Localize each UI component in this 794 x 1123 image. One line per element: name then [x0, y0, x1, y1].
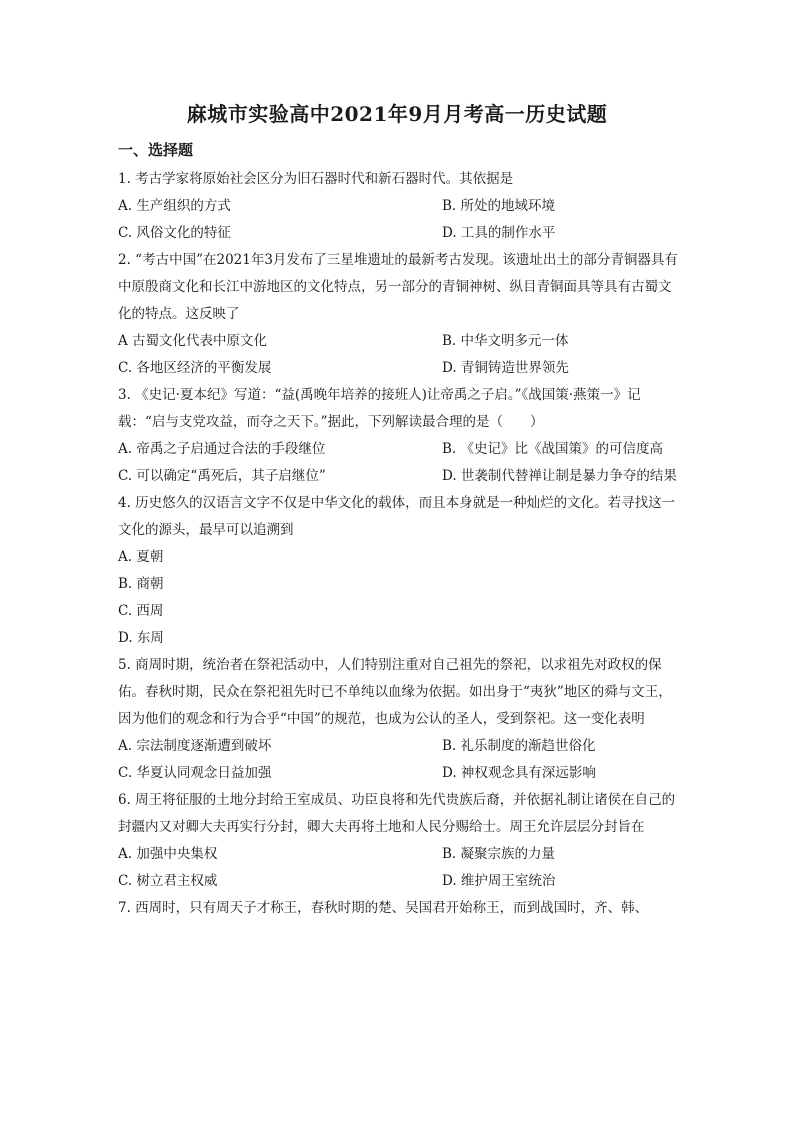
- section-heading: 一、选择题: [118, 141, 194, 159]
- option-a[interactable]: A. 生产组织的方式: [118, 198, 231, 214]
- question-stem: 3. 《史记·夏本纪》写道：“益(禹晚年培养的接班人)让帝禹之子启。”《战国策·燕策一》记载：“启与支党攻益，而夺之天下。”据此，下列解读最合理的是（ ）: [118, 387, 641, 430]
- option-d[interactable]: D. 东周: [118, 630, 164, 646]
- option-d[interactable]: D. 青铜铸造世界领先: [442, 360, 569, 376]
- options: [118, 436, 678, 490]
- option-c[interactable]: C. 树立君主权威: [118, 873, 218, 889]
- option-b[interactable]: B. 所处的地域环境: [442, 198, 556, 214]
- question-4: [118, 490, 678, 652]
- options: [118, 328, 678, 382]
- option-c[interactable]: C. 华夏认同观念日益加强: [118, 765, 272, 781]
- option-d[interactable]: D. 维护周王室统治: [442, 873, 556, 889]
- question-3: [118, 382, 678, 490]
- option-a[interactable]: A. 夏朝: [118, 549, 164, 565]
- option-a[interactable]: A. 宗法制度逐渐遭到破坏: [118, 738, 272, 754]
- exam-title: 麻城市实验高中2021年9月月考高一历史试题: [186, 102, 608, 126]
- options: [118, 841, 678, 895]
- question-stem: 6. 周王将征服的土地分封给王室成员、功臣良将和先代贵族后裔，并依据礼制让诸侯在自己的封疆内又对卿大夫再实行分封，卿大夫再将土地和人民分赐给士。周王允许层层分封旨在: [118, 792, 676, 835]
- option-b[interactable]: B. 商朝: [118, 576, 164, 592]
- option-a[interactable]: A 古蜀文化代表中原文化: [118, 333, 268, 349]
- question-7: [118, 895, 678, 922]
- option-d[interactable]: D. 世袭制代替禅让制是暴力争夺的结果: [442, 468, 677, 484]
- option-a[interactable]: A. 加强中央集权: [118, 846, 218, 862]
- options: [118, 544, 678, 652]
- option-b[interactable]: B. 《史记》比《战国策》的可信度高: [442, 441, 664, 457]
- question-stem: 5. 商周时期，统治者在祭祀活动中，人们特别注重对自己祖先的祭祀，以求祖先对政权的保佑。春秋时期，民众在祭祀祖先时已不单纯以血缘为依据。如出身于“夷狄”地区的舜与文王，因为他们的观念和行为合乎“中国”的规范，也成为公认的圣人，受到祭祀。这一变化表明: [118, 657, 672, 727]
- question-1: [118, 166, 678, 247]
- question-stem: 7. 西周时，只有周天子才称王，春秋时期的楚、吴国君开始称王，而到战国时，齐、韩、: [118, 900, 649, 916]
- question-list: [118, 166, 678, 922]
- question-stem: 2. “考古中国”在2021年3月发布了三星堆遗址的最新考古发现。该遗址出土的部分青铜器具有中原殷商文化和长江中游地区的文化特点，另一部分的青铜神树、纵目青铜面具等具有古蜀文化的特点。这反映了: [118, 252, 678, 322]
- option-c[interactable]: C. 各地区经济的平衡发展: [118, 360, 272, 376]
- question-stem: 4. 历史悠久的汉语言文字不仅是中华文化的载体，而且本身就是一种灿烂的文化。若寻找这一文化的源头，最早可以追溯到: [118, 495, 676, 538]
- option-b[interactable]: B. 凝聚宗族的力量: [442, 846, 556, 862]
- option-b[interactable]: B. 礼乐制度的渐趋世俗化: [442, 738, 596, 754]
- question-stem: 1. 考古学家将原始社会区分为旧石器时代和新石器时代。其依据是: [118, 171, 514, 187]
- question-2: [118, 247, 678, 382]
- option-a[interactable]: A. 帝禹之子启通过合法的手段继位: [118, 441, 326, 457]
- options: [118, 733, 678, 787]
- question-6: [118, 787, 678, 895]
- option-d[interactable]: D. 神权观念具有深远影响: [442, 765, 596, 781]
- option-c[interactable]: C. 可以确定“禹死后，其子启继位”: [118, 468, 326, 484]
- option-d[interactable]: D. 工具的制作水平: [442, 225, 556, 241]
- question-5: [118, 652, 678, 787]
- option-b[interactable]: B. 中华文明多元一体: [442, 333, 569, 349]
- options: [118, 193, 678, 247]
- option-c[interactable]: C. 西周: [118, 603, 164, 619]
- option-c[interactable]: C. 风俗文化的特征: [118, 225, 231, 241]
